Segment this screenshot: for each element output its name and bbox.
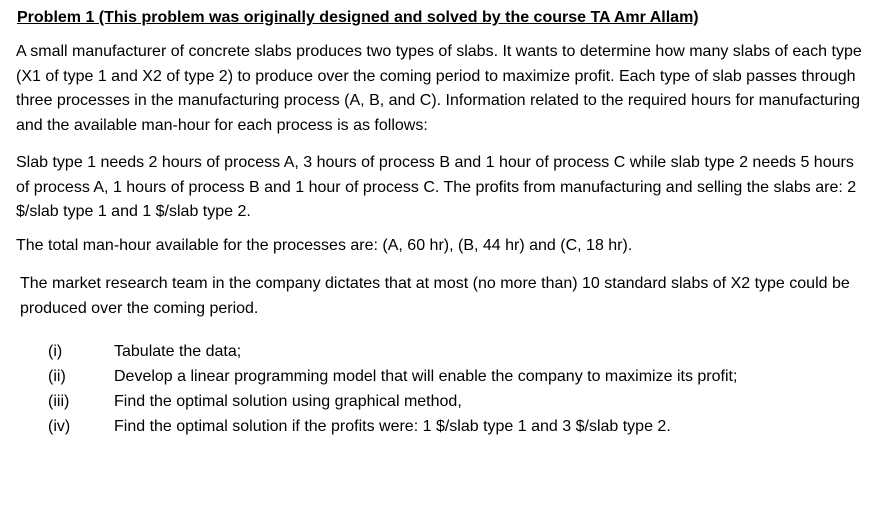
market-constraint-paragraph: The market research team in the company dictates that at most (no more than) 10 standard slabs of X2 type could be produced over the coming period. <box>20 275 850 317</box>
task-number: (iv) <box>48 418 71 435</box>
problem-title: Problem 1 (This problem was originally designed and solved by the course TA Amr Allam) <box>17 9 699 26</box>
task-number: (i) <box>48 343 63 360</box>
task-text: Tabulate the data; <box>114 343 242 360</box>
task-item <box>48 364 868 389</box>
intro-paragraph: A small manufacturer of concrete slabs produces two types of slabs. It wants to determine how many slabs of each type (X1 of type 1 and X2 of type 2) to produce over the coming period to maximize profit. Each type of slab passes through three processes in the manufacturing process (A, B, and C). Information related to the required hours for manufacturing and the available man-hour for each process is as follows: <box>16 43 862 134</box>
task-item <box>48 389 868 414</box>
task-text: Find the optimal solution using graphical method, <box>114 393 462 410</box>
task-item <box>48 414 868 439</box>
task-number: (ii) <box>48 368 66 385</box>
available-hours-paragraph: The total man-hour available for the processes are: (A, 60 hr), (B, 44 hr) and (C, 18 hr). <box>16 236 633 254</box>
task-item <box>48 339 868 364</box>
task-list <box>14 339 868 439</box>
process-requirements-paragraph: Slab type 1 needs 2 hours of process A, 3 hours of process B and 1 hour of process C while slab type 2 needs 5 hours of process A, 1 hours of process B and 1 hour of process C. The profits from manufacturing and selling the slabs are: 2 $/slab type 1 and 1 $/slab type 2. <box>16 154 857 220</box>
task-number: (iii) <box>48 393 70 410</box>
task-text: Develop a linear programming model that will enable the company to maximize its profit; <box>114 368 738 385</box>
task-text: Find the optimal solution if the profits were: 1 $/slab type 1 and 3 $/slab type 2. <box>114 418 671 435</box>
